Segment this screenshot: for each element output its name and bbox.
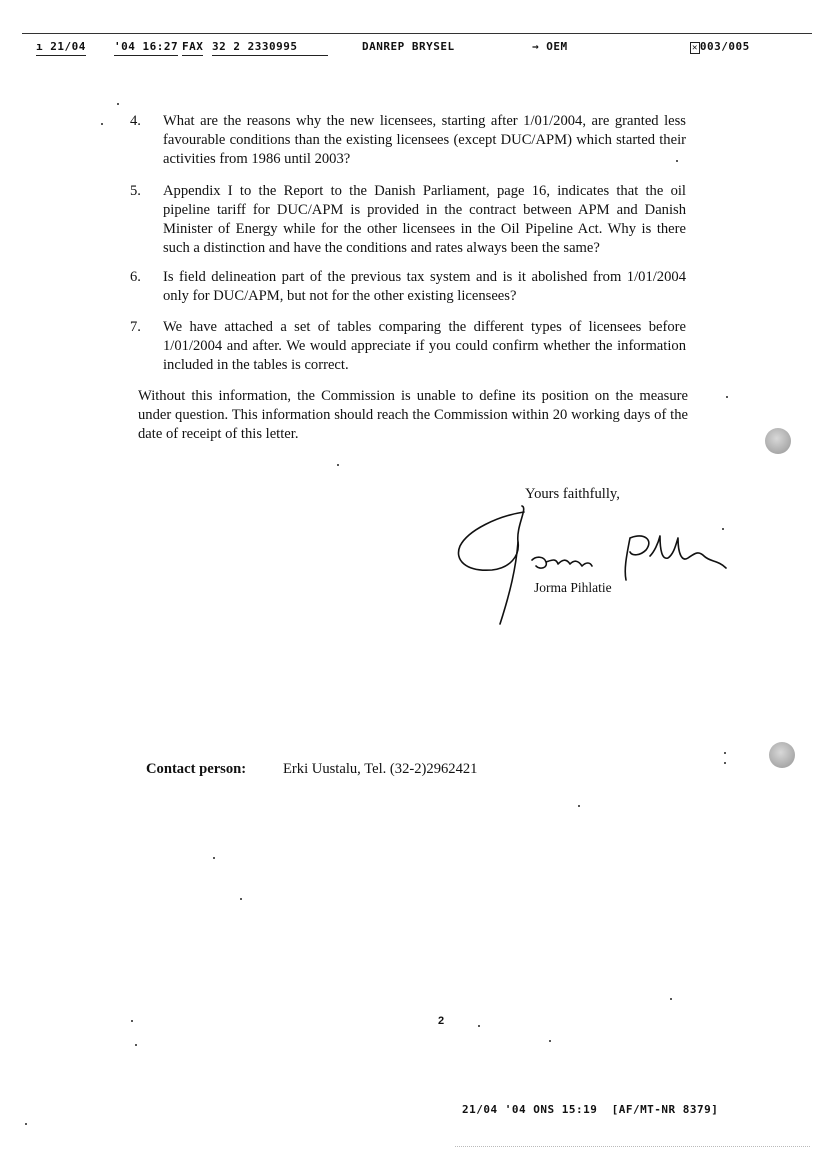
scan-speck <box>724 762 726 764</box>
question-number: 4. <box>130 113 141 129</box>
contact-value: Erki Uustalu, Tel. (32-2)2962421 <box>283 761 478 777</box>
scan-speck <box>724 752 726 754</box>
question-text: Appendix I to the Report to the Danish Parliament, page 16, indicates that the oil pipeline tariff for DUC/APM is provided in the contract between APM and Danish Minister of Energy while for the other licensees in the Oil Pipeline Act. Why is there such a distinction and have the conditions and rates always been the same? <box>163 183 686 256</box>
scan-speck <box>670 998 672 1000</box>
handwritten-signature <box>448 498 748 628</box>
scan-speck <box>722 528 724 530</box>
fax-sender: DANREP BRYSEL <box>362 40 455 53</box>
fax-time: '04 16:27 <box>114 40 178 56</box>
question-item-4 <box>130 112 686 172</box>
question-number: 5. <box>130 183 141 199</box>
question-text: What are the reasons why the new licensees, starting after 1/01/2004, are granted less favourable conditions than the existing licensees (except DUC/APM) which started their activities from 1986 until 2003? <box>163 113 686 167</box>
contact-label: Contact person: <box>146 761 247 777</box>
signatory-name: Jorma Pihlatie <box>534 580 612 595</box>
salutation: Yours faithfully, <box>525 486 620 502</box>
fax-page-counter: ✕ 003/005 <box>692 40 750 53</box>
question-item-6 <box>130 268 686 308</box>
scan-speck <box>337 464 339 466</box>
question-number: 6. <box>130 269 141 285</box>
scan-speck <box>676 160 678 162</box>
scan-speck <box>726 396 728 398</box>
page-number: 2 <box>438 1015 445 1027</box>
question-item-7 <box>130 318 686 378</box>
scan-speck <box>25 1123 27 1125</box>
question-text: Is field delineation part of the previous tax system and is it abolished from 1/01/2004 only for DUC/APM, but not for the other existing licensees? <box>163 269 686 304</box>
closing-paragraph: Without this information, the Commission is unable to define its position on the measure under question. This information should reach the Commission within 20 working days of the date of receipt of this letter. <box>138 388 688 442</box>
scan-speck <box>131 1020 133 1022</box>
scan-speck <box>117 103 119 105</box>
fax-box-icon: ✕ <box>692 43 698 53</box>
fax-date: ı 21/04 <box>36 40 86 56</box>
scan-speck <box>213 857 215 859</box>
question-number: 7. <box>130 319 141 335</box>
scan-edge-noise <box>455 1146 810 1148</box>
scan-speck <box>478 1025 480 1027</box>
scan-speck <box>549 1040 551 1042</box>
fax-label: FAX <box>182 40 203 56</box>
scan-speck <box>240 898 242 900</box>
punch-hole-mark <box>769 742 795 768</box>
scan-speck <box>578 805 580 807</box>
fax-header <box>0 40 828 60</box>
fax-number: 32 2 2330995 <box>212 40 328 56</box>
fax-recipient: → OEM <box>532 40 568 53</box>
footer-fax-stamp: 21/04 '04 ONS 15:19 [AF/MT-NR 8379] <box>462 1103 719 1116</box>
scan-speck <box>101 123 103 125</box>
question-text: We have attached a set of tables comparing the different types of licensees before 1/01/2004 and after. We would appreciate if you could confirm whether the information included in the tables is correct. <box>163 319 686 373</box>
fax-header-rule <box>22 33 812 34</box>
question-item-5 <box>130 182 686 262</box>
punch-hole-mark <box>765 428 791 454</box>
scan-speck <box>135 1044 137 1046</box>
